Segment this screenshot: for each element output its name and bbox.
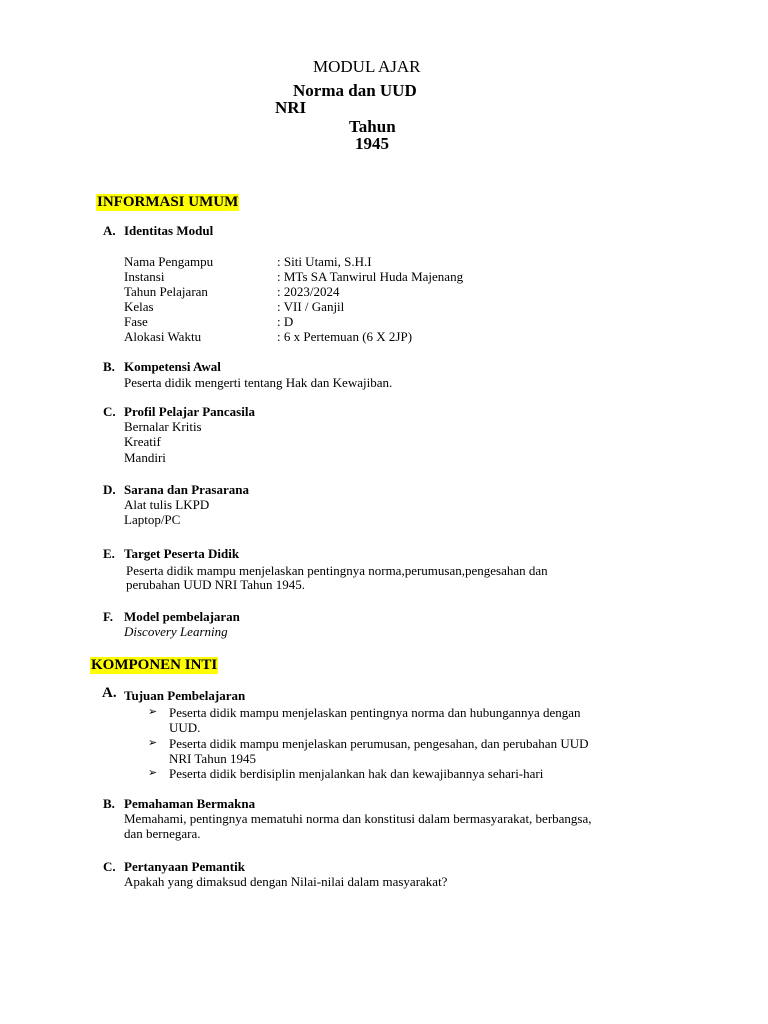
profil-item: Kreatif — [124, 434, 161, 449]
target-title: Target Peserta Didik — [124, 546, 240, 561]
kompetensi-title: Kompetensi Awal — [124, 359, 221, 374]
identitas-value: : D — [277, 314, 294, 329]
tujuan-item-line: NRI Tahun 1945 — [169, 751, 256, 766]
arrow-bullet-icon: ➢ — [148, 706, 158, 718]
pemahaman-letter: B. — [103, 796, 115, 811]
identitas-label: Alokasi Waktu — [124, 329, 202, 344]
target-letter: E. — [103, 546, 115, 561]
subtitle-line-1: Norma dan UUD — [293, 81, 417, 100]
kompetensi-letter: B. — [103, 359, 115, 374]
pertanyaan-title: Pertanyaan Pemantik — [124, 859, 245, 874]
identitas-label: Instansi — [124, 269, 165, 284]
page-title: MODUL AJAR — [313, 57, 421, 76]
identitas-value: : 6 x Pertemuan (6 X 2JP) — [277, 329, 413, 344]
identitas-value: : VII / Ganjil — [277, 299, 345, 314]
subtitle-line-2: NRI — [275, 98, 307, 117]
arrow-bullet-icon: ➢ — [148, 737, 158, 749]
identitas-label: Nama Pengampu — [124, 254, 214, 269]
identitas-label: Tahun Pelajaran — [124, 284, 208, 299]
target-text-line: perubahan UUD NRI Tahun 1945. — [126, 577, 306, 592]
model-text: Discovery Learning — [124, 624, 228, 639]
tujuan-item-line: Peserta didik mampu menjelaskan pentingnya norma dan hubungannya dengan — [169, 705, 581, 720]
sarana-item: Laptop/PC — [124, 512, 181, 527]
profil-title: Profil Pelajar Pancasila — [124, 404, 255, 419]
tujuan-item-line: UUD. — [169, 720, 201, 735]
identitas-label: Fase — [124, 314, 148, 329]
profil-item: Mandiri — [124, 450, 166, 465]
pemahaman-text-line: Memahami, pentingnya mematuhi norma dan konstitusi dalam bermasyarakat, berbangsa, — [124, 811, 592, 826]
sarana-letter: D. — [103, 482, 116, 497]
pemahaman-title: Pemahaman Bermakna — [124, 796, 256, 811]
section-heading-komponen-inti: KOMPONEN INTI — [91, 657, 218, 673]
model-letter: F. — [103, 609, 113, 624]
sarana-title: Sarana dan Prasarana — [124, 482, 249, 497]
arrow-bullet-icon: ➢ — [148, 767, 158, 779]
target-text-line: Peserta didik mampu menjelaskan pentingnya norma,perumusan,pengesahan dan — [126, 563, 548, 578]
identitas-letter: A. — [103, 223, 116, 238]
model-title: Model pembelajaran — [124, 609, 240, 624]
kompetensi-text: Peserta didik mengerti tentang Hak dan Kewajiban. — [124, 375, 393, 390]
identitas-title: Identitas Modul — [124, 223, 214, 238]
section-heading-informasi-umum: INFORMASI UMUM — [97, 194, 239, 210]
tujuan-item-line: Peserta didik berdisiplin menjalankan hak dan kewajibannya sehari-hari — [169, 766, 544, 781]
profil-letter: C. — [103, 404, 116, 419]
tujuan-item-line: Peserta didik mampu menjelaskan perumusan, pengesahan, dan perubahan UUD — [169, 736, 589, 751]
tujuan-title: Tujuan Pembelajaran — [124, 688, 246, 703]
pertanyaan-letter: C. — [103, 859, 116, 874]
tujuan-letter: A. — [102, 685, 117, 701]
profil-item: Bernalar Kritis — [124, 419, 202, 434]
subtitle-line-4: 1945 — [355, 134, 389, 153]
identitas-value: : Siti Utami, S.H.I — [277, 254, 372, 269]
subtitle-line-3: Tahun — [349, 117, 396, 136]
pertanyaan-text: Apakah yang dimaksud dengan Nilai-nilai dalam masyarakat? — [124, 874, 448, 889]
pemahaman-text-line: dan bernegara. — [124, 826, 201, 841]
identitas-value: : 2023/2024 — [277, 284, 340, 299]
identitas-value: : MTs SA Tanwirul Huda Majenang — [277, 269, 464, 284]
identitas-label: Kelas — [124, 299, 154, 314]
sarana-item: Alat tulis LKPD — [124, 497, 210, 512]
